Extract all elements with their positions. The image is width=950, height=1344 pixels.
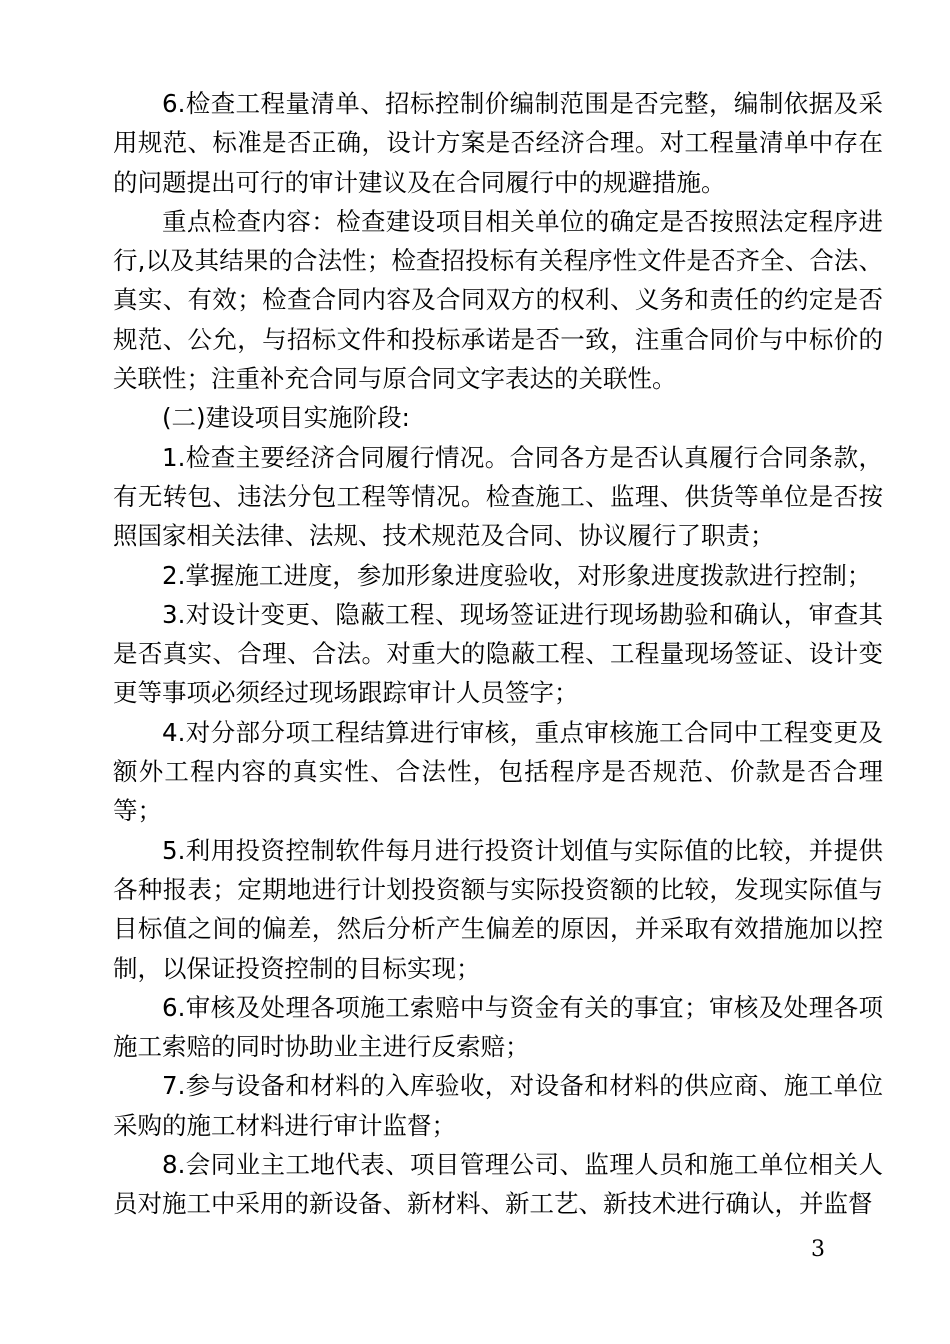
paragraph-item-6-review: 6.检查工程量清单、招标控制价编制范围是否完整，编制依据及采用规范、标准是否正确，设计方案是否经济合理。对工程量清单中存在的问题提出可行的审计建议及在合同履行中的规避措施。 (113, 89, 883, 197)
paragraph-item-1: 1.检查主要经济合同履行情况。合同各方是否认真履行合同条款，有无转包、违法分包工程等情况。检查施工、监理、供货等单位是否按照国家相关法律、法规、技术规范及合同、协议履行了职责； (113, 442, 883, 551)
paragraph-item-3: 3.对设计变更、隐蔽工程、现场签证进行现场勘验和确认，审查其是否真实、合理、合法。对重大的隐蔽工程、工程量现场签证、设计变更等事项必须经过现场跟踪审计人员签字； (113, 599, 883, 708)
paragraph-item-8: 8.会同业主工地代表、项目管理公司、监理人员和施工单位相关人员对施工中采用的新设备、新材料、新工艺、新技术进行确认，并监督 (113, 1150, 883, 1219)
section-heading-implementation-stage: (二)建设项目实施阶段: (162, 403, 410, 433)
paragraph-item-4: 4.对分部分项工程结算进行审核，重点审核施工合同中工程变更及额外工程内容的真实性、合法性，包括程序是否规范、价款是否合理等； (113, 717, 883, 826)
page-number: 3 (811, 1237, 825, 1262)
paragraph-item-2: 2.掌握施工进度，参加形象进度验收，对形象进度拨款进行控制； (162, 560, 872, 590)
paragraph-item-6: 6.审核及处理各项施工索赔中与资金有关的事宜；审核及处理各项施工索赔的同时协助业主进行反索赔； (113, 992, 883, 1062)
paragraph-key-inspection: 重点检查内容：检查建设项目相关单位的确定是否按照法定程序进行,以及其结果的合法性；检查招投标有关程序性文件是否齐全、合法、真实、有效；检查合同内容及合同双方的权利、义务和责任的约定是否规范、公允，与招标文件和投标承诺是否一致，注重合同价与中标价的关联性；注重补充合同与原合同文字表达的关联性。 (113, 206, 883, 394)
document-body (113, 84, 883, 1224)
paragraph-item-7: 7.参与设备和材料的入库验收，对设备和材料的供应商、施工单位采购的施工材料进行审计监督； (113, 1071, 883, 1140)
paragraph-item-5: 5.利用投资控制软件每月进行投资计划值与实际值的比较，并提供各种报表；定期地进行计划投资额与实际投资额的比较，发现实际值与目标值之间的偏差，然后分析产生偏差的原因，并采取有效措施加以控制，以保证投资控制的目标实现； (113, 835, 883, 983)
